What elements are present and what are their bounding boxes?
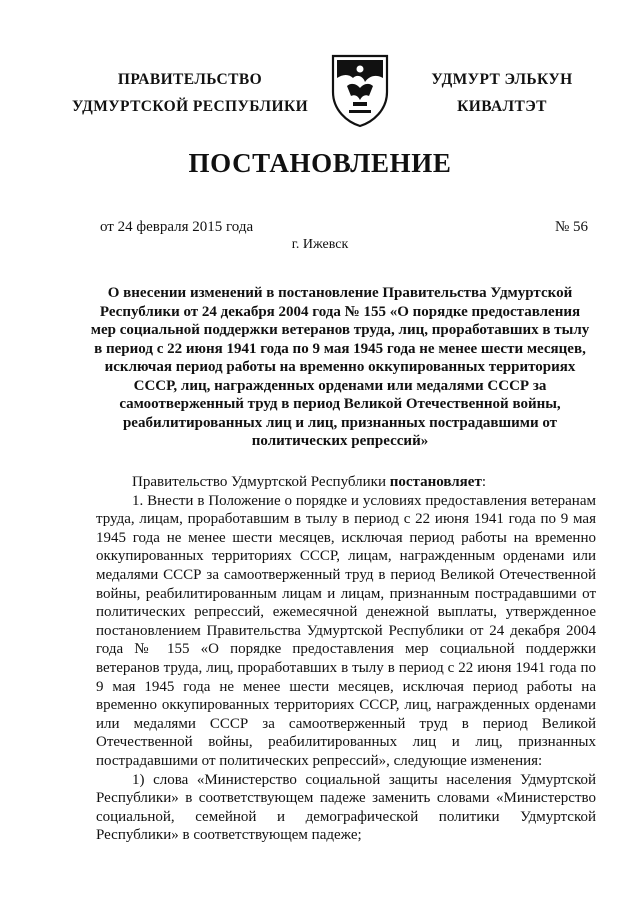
government-name-line1: ПРАВИТЕЛЬСТВО bbox=[117, 71, 263, 88]
document-subject: О внесении изменений в постановление Правительства Удмуртской Республики от 24 декабря 2004 года № 155 «О порядке предоставления мер социальной поддержки ветеранов труда, лиц, проработавших в тылу в период с 22 июня 1941 года по 9 мая 1945 года не менее шести месяцев, исключая период работы на временно оккупированных территориях СССР, лиц, награжденных орденами или медалями СССР за самоотверженный труд в период Великой Отечественной войны, реабилитированных лиц и лиц, признанных пострадавшими от политических репрессий» bbox=[90, 285, 590, 449]
intro-verb: постановляет bbox=[389, 474, 482, 490]
document-city: г. Ижевск bbox=[291, 237, 349, 252]
paragraph-1-1: 1) слова «Министерство социальной защиты населения Удмуртской Республики» в соответствующем падеже заменить словами «Министерство социальной, семейной и демографической политики Удмуртской Республики» в соответствующем падеже; bbox=[96, 771, 596, 844]
document-title: ПОСТАНОВЛЕНИЕ bbox=[188, 148, 452, 178]
government-name-line2: УДМУРТСКОЙ РЕСПУБЛИКИ bbox=[71, 98, 309, 115]
government-name-udmurt bbox=[412, 66, 592, 120]
udmurt-name-line1: УДМУРТ ЭЛЬКУН bbox=[431, 71, 573, 88]
intro-colon: : bbox=[481, 474, 486, 490]
intro-text: Правительство Удмуртской Республики bbox=[132, 474, 390, 490]
document-body bbox=[96, 473, 596, 845]
paragraph-1: 1. Внести в Положение о порядке и условиях предоставления ветеранам труда, лицам, проработавшим в тылу в период с 22 июня 1941 года по 9 мая 1945 года не менее шести месяцев, исключая период работы на временно оккупированных территориях СССР, лицам, награжденным орденами или медалями СССР за самоотверженный труд в период Великой Отечественной войны, реабилитированным лицам и лицам, признанным пострадавшими от политических репрессий, ежемесячной денежной выплаты, утвержденное постановлением Правительства Удмуртской Республики от 24 декабря 2004 года № 155 «О порядке предоставления мер социальной поддержки ветеранов труда, лиц, проработавших в тылу в период с 22 июня 1941 года по 9 мая 1945 года не менее шести месяцев, исключая период работы на временно оккупированных территориях СССР, лиц, награжденных орденами или медалями СССР за самоотверженный труд в период Великой Отечественной войны, реабилитированных лиц и лиц, признанных пострадавшими от политических репрессий», следующие изменения: bbox=[96, 492, 596, 769]
udmurt-name-line2: КИВАЛТЭТ bbox=[457, 98, 547, 115]
coat-of-arms-emblem-icon bbox=[329, 52, 391, 128]
intro-paragraph bbox=[96, 473, 596, 492]
government-name-russian bbox=[70, 66, 310, 120]
document-number: № 56 bbox=[555, 219, 589, 235]
document-date: от 24 февраля 2015 года bbox=[100, 219, 254, 235]
